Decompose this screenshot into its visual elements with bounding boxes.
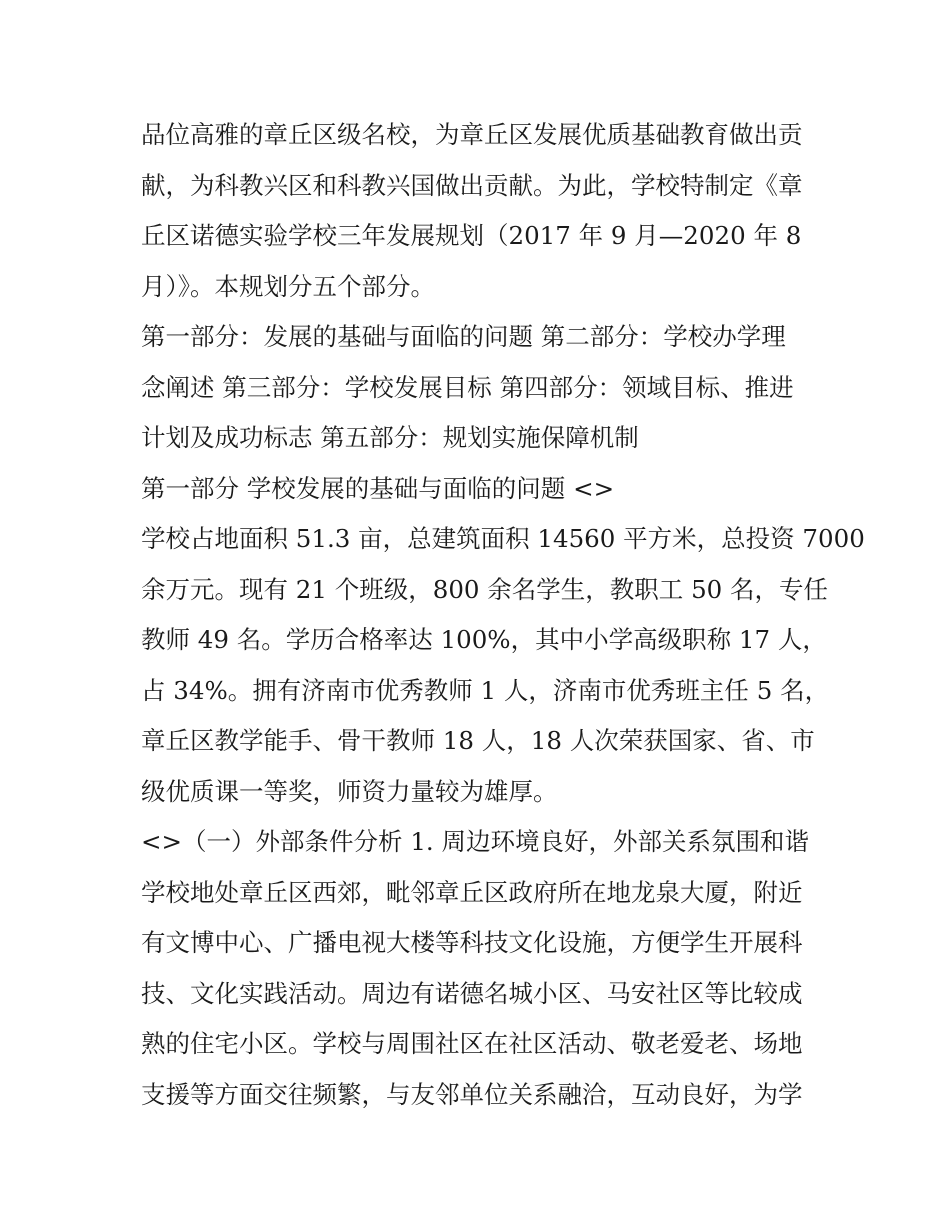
text-line: 支援等方面交往频繁，与友邻单位关系融洽，互动良好，为学 <box>141 1079 803 1109</box>
section-heading: 第一部分 学校发展的基础与面临的问题 <> <box>141 473 615 503</box>
section-list-line: 计划及成功标志 第五部分：规划实施保障机制 <box>141 423 639 452</box>
text-line: 级优质课一等奖，师资力量较为雄厚。 <box>141 776 558 806</box>
section-list-line: 第一部分：发展的基础与面临的问题 第二部分：学校办学理 <box>141 322 786 351</box>
text-line: 余万元。现有 21 个班级，800 余名学生，教职工 50 名，专任 <box>141 574 829 604</box>
text-line: 丘区诺德实验学校三年发展规划（2017 年 9 月—2020 年 8 <box>141 221 802 250</box>
text-line: 占 34%。拥有济南市优秀教师 1 人，济南市优秀班主任 5 名， <box>141 675 830 705</box>
section-list-line: 念阐述 第三部分：学校发展目标 第四部分：领域目标、推进 <box>141 372 794 402</box>
text-line: 教师 49 名。学历合格率达 100%，其中小学高级职称 17 人， <box>141 625 827 654</box>
text-line: 有文博中心、广播电视大楼等科技文化设施，方便学生开展科 <box>141 928 803 957</box>
text-line: 技、文化实践活动。周边有诺德名城小区、马安社区等比较成 <box>141 978 803 1008</box>
text-line: 章丘区教学能手、骨干教师 18 人，18 人次荣获国家、省、市 <box>141 726 815 755</box>
document-body <box>141 110 865 1120</box>
text-line: 学校地处章丘区西郊，毗邻章丘区政府所在地龙泉大厦，附近 <box>141 877 803 907</box>
text-line: 品位高雅的章丘区级名校，为章丘区发展优质基础教育做出贡 <box>141 120 803 149</box>
text-line: 学校占地面积 51.3 亩，总建筑面积 14560 平方米，总投资 7000 <box>141 524 865 553</box>
subsection-heading: <>（一）外部条件分析 1. 周边环境良好，外部关系氛围和谐 <box>141 827 810 856</box>
text-line: 熟的住宅小区。学校与周围社区在社区活动、敬老爱老、场地 <box>141 1029 803 1058</box>
text-line: 献，为科教兴区和科教兴国做出贡献。为此，学校特制定《章 <box>141 170 803 200</box>
text-line: 月）》。本规划分五个部分。 <box>141 271 435 301</box>
